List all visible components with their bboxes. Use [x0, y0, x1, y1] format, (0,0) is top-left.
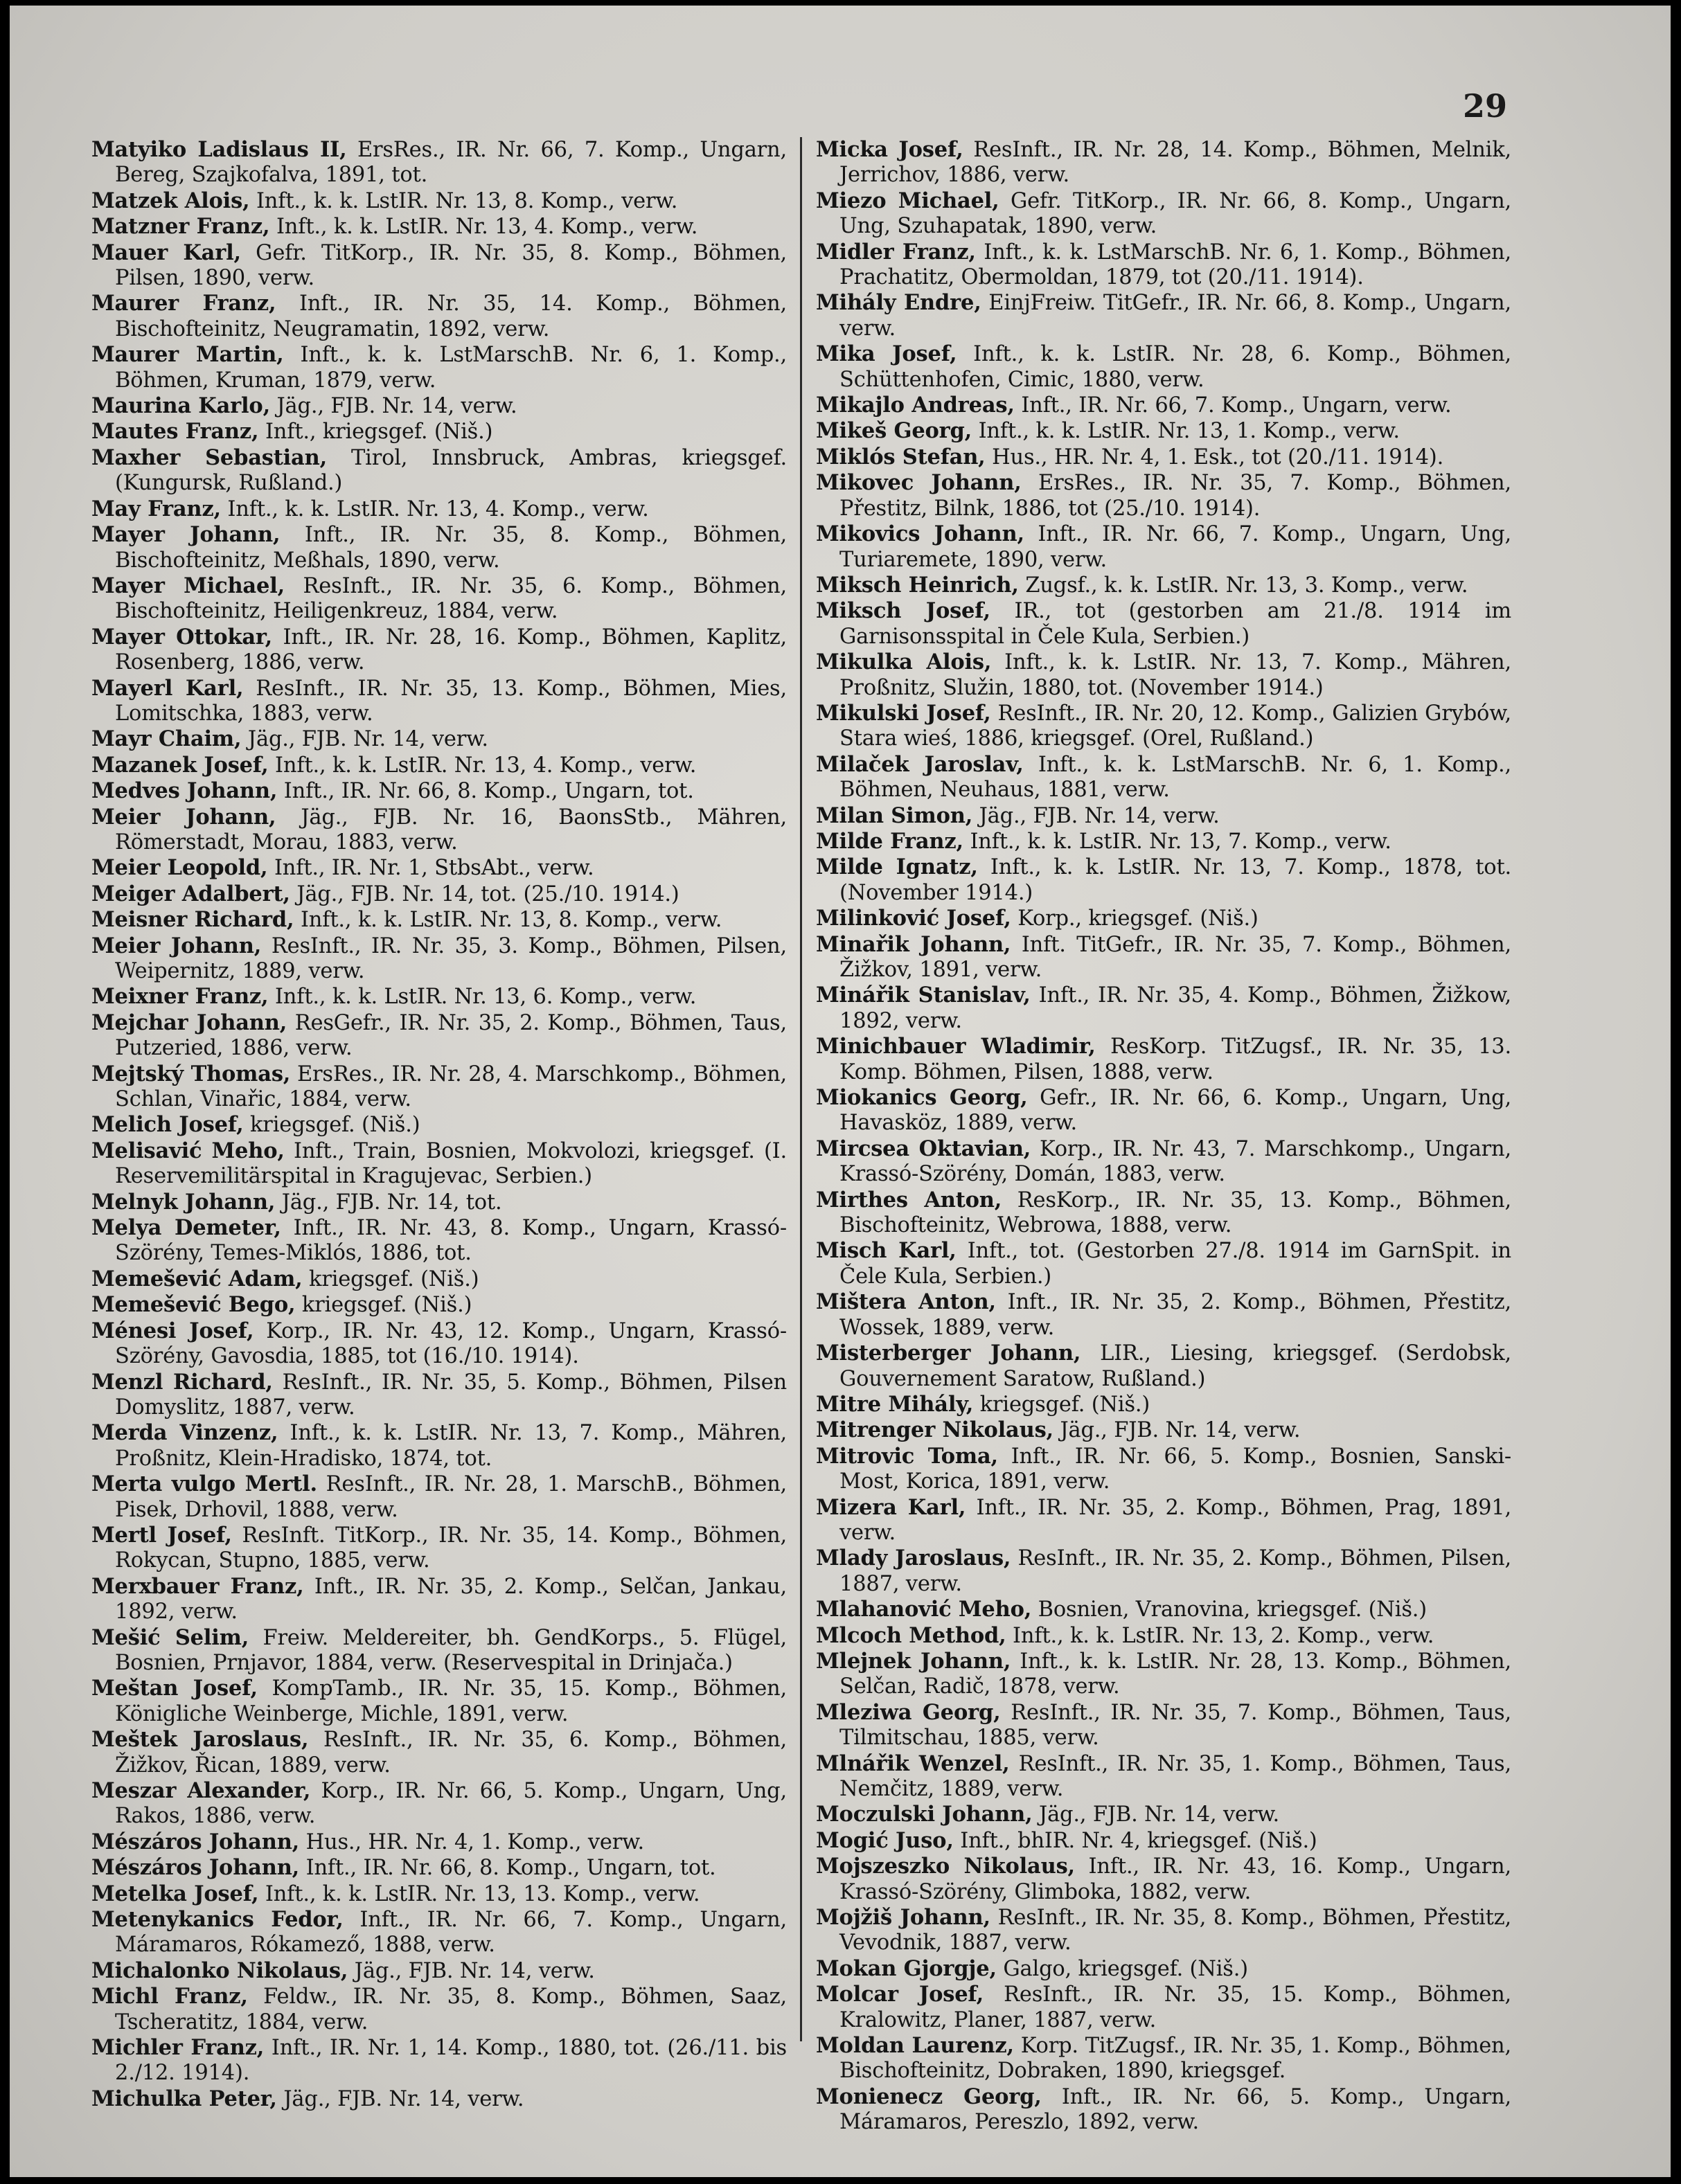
- entry-details: Gefr., IR. Nr. 66, 6. Komp., Ungarn, Ung, Havasköz, 1889, verw.: [839, 1086, 1511, 1136]
- entry-details: Korp., IR. Nr. 66, 5. Komp., Ungarn, Ung, Rakos, 1886, verw.: [115, 1779, 787, 1829]
- entry-details: Korp., IR. Nr. 43, 7. Marschkomp., Ungarn, Krassó-Szörény, Domán, 1883, verw.: [839, 1136, 1511, 1187]
- entry-details: Inft., k. k. LstIR. Nr. 28, 13. Komp., Böhmen, Selčan, Radič, 1878, verw.: [839, 1649, 1511, 1699]
- entry-details: Bosnien, Vranovina, kriegsgef. (Niš.): [1031, 1597, 1427, 1622]
- register-entry: [816, 1136, 1511, 1188]
- entry-name: Meisner Richard,: [91, 907, 294, 933]
- entry-details: kriegsgef. (Niš.): [243, 1113, 420, 1138]
- entry-name: Misterberger Johann,: [816, 1341, 1081, 1366]
- register-entry: [816, 803, 1511, 829]
- entry-details: Inft., IR. Nr. 35, 8. Komp., Böhmen, Bischofteinitz, Meßhals, 1890, verw.: [115, 523, 787, 573]
- register-entry: [91, 188, 787, 214]
- entry-name: Midler Franz,: [816, 239, 976, 265]
- register-entry: [91, 240, 787, 292]
- entry-details: Inft., k. k. LstIR. Nr. 13, 4. Komp., verw.: [268, 753, 697, 778]
- register-entry: [91, 393, 787, 419]
- entry-name: Michulka Peter,: [91, 2086, 277, 2111]
- entry-details: Galgo, kriegsgef. (Niš.): [996, 1956, 1248, 1981]
- register-entry: [816, 650, 1511, 701]
- entry-name: Mayer Michael,: [91, 573, 285, 598]
- entry-details: Inft., IR. Nr. 1, 14. Komp., 1880, tot. (26./11. bis 2./12. 1914).: [115, 2036, 787, 2086]
- register-entry: [91, 1727, 787, 1778]
- entry-details: ResInft., IR. Nr. 35, 15. Komp., Böhmen, Kralowitz, Planer, 1887, verw.: [839, 1982, 1512, 2032]
- entry-details: Inft., IR. Nr. 35, 4. Komp., Böhmen, Žižkow, 1892, verw.: [839, 983, 1511, 1033]
- entry-details: ResInft., IR. Nr. 35, 5. Komp., Böhmen, Pilsen Domyslitz, 1887, verw.: [115, 1370, 787, 1420]
- entry-details: Inft., IR. Nr. 35, 2. Komp., Selčan, Jankau, 1892, verw.: [115, 1574, 787, 1624]
- left-column: [91, 137, 787, 2112]
- register-entry: [816, 137, 1511, 188]
- entry-details: Korp. TitZugsf., IR. Nr. 35, 1. Komp., Böhmen, Bischofteinitz, Dobraken, 1890, kriegsgef.: [839, 2034, 1511, 2084]
- entry-name: Meštan Josef,: [91, 1676, 258, 1701]
- entry-name: Misch Karl,: [816, 1238, 957, 1264]
- entry-name: Mlahanović Meho,: [816, 1597, 1032, 1622]
- entry-details: Tirol, Innsbruck, Ambras, kriegsgef. (Kungursk, Rußland.): [115, 445, 787, 496]
- entry-name: Mika Josef,: [816, 341, 957, 367]
- entry-details: Inft., IR. Nr. 35, 14. Komp., Böhmen, Bischofteinitz, Neugramatin, 1892, verw.: [115, 292, 787, 341]
- entry-name: Michalonko Nikolaus,: [91, 1958, 348, 1983]
- register-entry: [91, 2035, 787, 2086]
- entry-name: Mešić Selim,: [91, 1624, 249, 1650]
- entry-details: Inft., IR. Nr. 28, 16. Komp., Böhmen, Kaplitz, Rosenberg, 1886, verw.: [115, 625, 787, 675]
- register-entry: [816, 1623, 1511, 1649]
- register-entry: [816, 1802, 1511, 1827]
- register-entry: [91, 1112, 787, 1138]
- register-entry: [91, 933, 787, 985]
- entry-details: Inft., k. k. LstIR. Nr. 13, 13. Komp., verw.: [258, 1881, 700, 1906]
- register-entry: [91, 726, 787, 752]
- entry-name: Mizera Karl,: [816, 1494, 966, 1520]
- entry-name: Maurina Karlo,: [91, 393, 270, 419]
- entry-name: Mikulski Josef,: [816, 700, 991, 726]
- entry-name: Mayer Johann,: [91, 522, 281, 548]
- entry-name: Meszar Alexander,: [91, 1778, 311, 1803]
- entry-name: Moldan Laurenz,: [816, 2033, 1014, 2059]
- register-entry: [91, 1676, 787, 1727]
- register-entry: [816, 1392, 1511, 1417]
- register-entry: [91, 855, 787, 881]
- entry-details: Zugsf., k. k. LstIR. Nr. 13, 3. Komp., verw.: [1018, 573, 1468, 598]
- entry-details: Gefr. TitKorp., IR. Nr. 35, 8. Komp., Böhmen, Pilsen, 1890, verw.: [115, 240, 788, 291]
- register-entry: [816, 521, 1511, 573]
- register-entry: [91, 1907, 787, 1958]
- entry-name: Mojszeszko Nikolaus,: [816, 1854, 1075, 1879]
- entry-details: ResKorp. TitZugsf., IR. Nr. 35, 13. Komp. Böhmen, Pilsen, 1888, verw.: [839, 1035, 1511, 1084]
- register-entry: [91, 881, 787, 907]
- entry-name: Miksch Josef,: [816, 598, 990, 624]
- register-entry: [816, 1444, 1511, 1495]
- register-entry: [816, 1238, 1511, 1289]
- entry-name: Mayerl Karl,: [91, 675, 244, 701]
- register-entry: [91, 496, 787, 522]
- entry-name: Mikovics Johann,: [816, 521, 1024, 547]
- entry-name: Mlcoch Method,: [816, 1622, 1006, 1648]
- register-entry: [91, 625, 787, 676]
- register-entry: [816, 752, 1511, 803]
- register-entry: [816, 445, 1511, 470]
- register-entry: [816, 906, 1511, 931]
- entry-details: Inft., k. k. LstMarschB. Nr. 6, 1. Komp., Böhmen, Kruman, 1879, verw.: [115, 343, 788, 393]
- entry-name: Merxbauer Franz,: [91, 1573, 304, 1599]
- entry-name: Milan Simon,: [816, 803, 973, 828]
- entry-name: Mertl Josef,: [91, 1522, 232, 1548]
- entry-details: Inft., tot. (Gestorben 27./8. 1914 im GarnSpit. in Čele Kula, Serbien.): [839, 1239, 1511, 1289]
- entry-name: Milde Ignatz,: [816, 854, 978, 880]
- entry-name: Melya Demeter,: [91, 1215, 281, 1241]
- register-entry: [91, 753, 787, 778]
- register-entry: [91, 984, 787, 1010]
- entry-name: Matzek Alois,: [91, 188, 250, 213]
- entry-details: Jäg., FJB. Nr. 14, verw.: [348, 1958, 595, 1983]
- entry-name: Mlejnek Johann,: [816, 1648, 1011, 1674]
- entry-name: Mlnářik Wenzel,: [816, 1751, 1010, 1776]
- entry-details: Inft. TitGefr., IR. Nr. 35, 7. Komp., Böhmen, Žižkov, 1891, verw.: [839, 932, 1511, 982]
- entry-name: Milde Franz,: [816, 828, 963, 854]
- entry-details: Inft., k. k. LstIR. Nr. 13, 2. Komp., verw.: [1006, 1623, 1434, 1648]
- register-entry: [816, 290, 1511, 341]
- entry-name: Miezo Michael,: [816, 188, 999, 213]
- entry-details: Gefr. TitKorp., IR. Nr. 66, 8. Komp., Ungarn, Ung, Szuhapatak, 1890, verw.: [839, 188, 1512, 239]
- entry-name: Maurer Martin,: [91, 342, 284, 368]
- entry-name: Minařik Johann,: [816, 931, 1011, 957]
- entry-details: Inft., IR. Nr. 66, 7. Komp., Ungarn, verw.: [1014, 393, 1452, 418]
- register-entry: [91, 1215, 787, 1266]
- entry-details: ResGefr., IR. Nr. 35, 2. Komp., Böhmen, Taus, Putzeried, 1886, verw.: [115, 1010, 787, 1061]
- register-entry: [91, 214, 787, 240]
- register-entry: [816, 1085, 1511, 1136]
- register-entry: [816, 573, 1511, 598]
- register-entry: [816, 1597, 1511, 1622]
- entry-details: ResInft. TitKorp., IR. Nr. 35, 14. Komp., Böhmen, Rokycan, Stupno, 1885, verw.: [115, 1523, 787, 1573]
- entry-details: Inft., IR. Nr. 66, 8. Komp., Ungarn, tot.: [277, 779, 694, 804]
- entry-name: Molcar Josef,: [816, 1982, 984, 2007]
- entry-name: Mokan Gjorgje,: [816, 1955, 997, 1981]
- register-entry: [91, 522, 787, 573]
- entry-name: Meštek Jaroslaus,: [91, 1727, 309, 1753]
- register-entry: [91, 291, 787, 342]
- register-entry: [816, 854, 1511, 906]
- register-entry: [91, 573, 787, 625]
- entry-details: Inft., IR. Nr. 35, 2. Komp., Böhmen, Prag, 1891, verw.: [839, 1495, 1511, 1545]
- entry-details: ResInft., IR. Nr. 20, 12. Komp., Galizien Grybów, Stara wieś, 1886, kriegsgef. (Orel, Rußland.): [839, 701, 1511, 751]
- register-entry: [816, 1289, 1511, 1341]
- entry-details: ResInft., IR. Nr. 35, 1. Komp., Böhmen, Taus, Nemčitz, 1889, verw.: [839, 1751, 1512, 1801]
- entry-details: kriegsgef. (Niš.): [302, 1266, 479, 1291]
- entry-name: Mirthes Anton,: [816, 1187, 1002, 1212]
- entry-details: ErsRes., IR. Nr. 66, 7. Komp., Ungarn, Bereg, Szajkofalva, 1891, tot.: [115, 138, 787, 188]
- entry-name: Meixner Franz,: [91, 984, 269, 1010]
- entry-details: ResInft., IR. Nr. 35, 13. Komp., Böhmen, Mies, Lomitschka, 1883, verw.: [115, 676, 787, 726]
- entry-name: Metenykanics Fedor,: [91, 1907, 344, 1933]
- register-entry: [816, 1982, 1511, 2033]
- entry-details: Jäg., FJB. Nr. 14, verw.: [972, 803, 1220, 828]
- entry-name: Mauer Karl,: [91, 240, 241, 265]
- entry-details: Inft., k. k. LstIR. Nr. 13, 6. Komp., verw.: [268, 985, 697, 1010]
- entry-name: Maxher Sebastian,: [91, 445, 328, 470]
- register-entry: [816, 1417, 1511, 1443]
- entry-name: Medves Johann,: [91, 778, 278, 804]
- entry-details: ResInft., IR. Nr. 28, 14. Komp., Böhmen, Melnik, Jerrichov, 1886, verw.: [839, 138, 1511, 188]
- entry-details: ErsRes., IR. Nr. 28, 4. Marschkomp., Böhmen, Schlan, Vinařic, 1884, verw.: [115, 1062, 787, 1112]
- entry-details: Inft., IR. Nr. 1, StbsAbt., verw.: [267, 856, 594, 881]
- entry-name: Mircsea Oktavian,: [816, 1136, 1031, 1161]
- entry-details: ResInft., IR. Nr. 35, 2. Komp., Böhmen, Pilsen, 1887, verw.: [839, 1546, 1511, 1596]
- entry-name: Matyiko Ladislaus II,: [91, 137, 347, 162]
- entry-name: Micka Josef,: [816, 137, 963, 162]
- entry-details: Jäg., FJB. Nr. 14, tot. (25./10. 1914.): [290, 881, 679, 906]
- entry-details: ResInft., IR. Nr. 28, 1. MarschB., Böhmen, Pisek, Drhovil, 1888, verw.: [115, 1472, 788, 1522]
- entry-name: Mayr Chaim,: [91, 726, 242, 752]
- entry-details: Jäg., FJB. Nr. 14, verw.: [1032, 1802, 1280, 1827]
- register-entry: [816, 598, 1511, 650]
- register-entry: [91, 1984, 787, 2035]
- entry-name: Melich Josef,: [91, 1112, 244, 1138]
- scanned-page: [10, 6, 1671, 2177]
- register-entry: [91, 676, 787, 727]
- entry-name: Mejchar Johann,: [91, 1010, 287, 1035]
- register-entry: [816, 341, 1511, 393]
- entry-name: Michl Franz,: [91, 1984, 248, 2010]
- entry-details: ResKorp., IR. Nr. 35, 13. Komp., Böhmen, Bischofteinitz, Webrowa, 1888, verw.: [839, 1188, 1511, 1238]
- entry-name: Meier Leopold,: [91, 855, 268, 881]
- entry-name: Melisavić Meho,: [91, 1138, 285, 1163]
- entry-name: Mitre Mihály,: [816, 1391, 974, 1417]
- entry-details: Inft., k. k. LstIR. Nr. 13, 7. Komp., verw.: [963, 829, 1391, 854]
- entry-details: Inft., IR. Nr. 66, 7. Komp., Ungarn, Máramaros, Rókamező, 1888, verw.: [115, 1908, 787, 1958]
- register-entry: [816, 1854, 1511, 1905]
- entry-name: Mayer Ottokar,: [91, 624, 272, 650]
- register-entry: [816, 188, 1511, 240]
- entry-name: Mazanek Josef,: [91, 752, 269, 778]
- register-entry: [91, 1471, 787, 1523]
- entry-name: Menzl Richard,: [91, 1369, 273, 1395]
- entry-name: Mitrenger Nikolaus,: [816, 1417, 1053, 1443]
- register-entry: [816, 1495, 1511, 1546]
- register-entry: [91, 1855, 787, 1881]
- entry-details: Inft., k. k. LstIR. Nr. 13, 8. Komp., verw.: [249, 188, 678, 213]
- entry-name: Miokanics Georg,: [816, 1085, 1028, 1111]
- entry-details: Inft., k. k. LstMarschB. Nr. 6, 1. Komp., Böhmen, Neuhaus, 1881, verw.: [839, 752, 1511, 803]
- entry-name: Memešević Bego,: [91, 1292, 296, 1318]
- entry-details: Inft., IR. Nr. 43, 8. Komp., Ungarn, Krassó-Szörény, Temes-Miklós, 1886, tot.: [115, 1216, 787, 1266]
- entry-details: Inft., IR. Nr. 66, 7. Komp., Ungarn, Ung, Turiaremete, 1890, verw.: [839, 522, 1511, 572]
- entry-details: ErsRes., IR. Nr. 35, 7. Komp., Böhmen, Přestitz, Bilnk, 1886, tot (25./10. 1914).: [839, 471, 1512, 521]
- register-entry: [91, 1318, 787, 1370]
- entry-details: Freiw. Meldereiter, bh. GendKorps., 5. Flügel, Bosnien, Prnjavor, 1884, verw. (Reservespital in Drinjača.): [115, 1625, 787, 1675]
- register-entry: [816, 1700, 1511, 1751]
- entry-name: Mogić Juso,: [816, 1827, 954, 1853]
- entry-details: Inft., k. k. LstIR. Nr. 13, 4. Komp., verw.: [269, 215, 698, 240]
- entry-name: Matzner Franz,: [91, 214, 270, 240]
- entry-details: Inft., k. k. LstIR. Nr. 13, 4. Komp., verw.: [220, 496, 649, 521]
- entry-name: Mészáros Johann,: [91, 1855, 300, 1881]
- entry-details: EinjFreiw. TitGefr., IR. Nr. 66, 8. Komp., Ungarn, verw.: [839, 291, 1511, 341]
- register-entry: [91, 137, 787, 188]
- entry-name: Melnyk Johann,: [91, 1189, 276, 1215]
- entry-details: Jäg., FJB. Nr. 16, BaonsStb., Mähren, Römerstadt, Morau, 1883, verw.: [115, 805, 787, 854]
- entry-details: LIR., Liesing, kriegsgef. (Serdobsk, Gouvernement Saratow, Rußland.): [839, 1341, 1511, 1391]
- entry-details: Inft., k. k. LstIR. Nr. 13, 8. Komp., verw.: [294, 908, 722, 933]
- entry-details: kriegsgef. (Niš.): [973, 1392, 1150, 1417]
- entry-name: Mojžiš Johann,: [816, 1905, 990, 1931]
- entry-name: Metelka Josef,: [91, 1881, 259, 1906]
- register-entry: [816, 1649, 1511, 1700]
- entry-name: Mautes Franz,: [91, 419, 259, 445]
- entry-name: Mihály Endre,: [816, 290, 981, 316]
- entry-details: IR., tot (gestorben am 21./8. 1914 im Garnisonsspital in Čele Kula, Serbien.): [839, 599, 1511, 649]
- entry-name: Monienecz Georg,: [816, 2084, 1042, 2109]
- entry-name: Meier Johann,: [91, 933, 262, 958]
- register-entry: [816, 1828, 1511, 1854]
- entry-details: Inft., k. k. LstIR. Nr. 13, 7. Komp., 1878, tot. (November 1914.): [839, 855, 1511, 905]
- entry-details: KompTamb., IR. Nr. 35, 15. Komp., Böhmen, Königliche Weinberge, Michle, 1891, verw.: [115, 1676, 787, 1726]
- entry-details: Hus., HR. Nr. 4, 1. Komp., verw.: [299, 1829, 644, 1854]
- register-entry: [91, 907, 787, 933]
- entry-details: Inft., k. k. LstIR. Nr. 28, 6. Komp., Böhmen, Schüttenhofen, Cimic, 1880, verw.: [839, 342, 1511, 392]
- entry-details: Jäg., FJB. Nr. 14, verw.: [1053, 1418, 1301, 1443]
- register-entry: [816, 829, 1511, 854]
- entry-details: Feldw., IR. Nr. 35, 8. Komp., Böhmen, Saaz, Tscheratitz, 1884, verw.: [115, 1985, 787, 2034]
- entry-name: Michler Franz,: [91, 2035, 265, 2061]
- entry-name: Miksch Heinrich,: [816, 572, 1019, 598]
- register-entry: [91, 1958, 787, 1984]
- register-entry: [816, 1034, 1511, 1085]
- entry-name: Mejtský Thomas,: [91, 1061, 291, 1086]
- entry-name: Merta vulgo Mertl.: [91, 1471, 317, 1497]
- entry-details: Inft., IR. Nr. 66, 8. Komp., Ungarn, tot.: [299, 1856, 716, 1881]
- entry-details: kriegsgef. (Niš.): [295, 1293, 472, 1318]
- entry-name: Mikajlo Andreas,: [816, 393, 1015, 418]
- register-entry: [91, 1625, 787, 1676]
- entry-details: ResInft., IR. Nr. 35, 8. Komp., Böhmen, Přestitz, Vevodnik, 1887, verw.: [839, 1906, 1511, 1955]
- entry-name: Mištera Anton,: [816, 1289, 996, 1315]
- page-number: 29: [1462, 87, 1507, 125]
- entry-details: ResInft., IR. Nr. 35, 3. Komp., Böhmen, Pilsen, Weipernitz, 1889, verw.: [115, 933, 787, 983]
- entry-details: Inft., k. k. LstIR. Nr. 13, 7. Komp., Mähren, Proßnitz, Klein-Hradisko, 1874, tot.: [115, 1421, 787, 1471]
- register-entry: [816, 240, 1511, 291]
- register-entry: [91, 1778, 787, 1829]
- entry-details: Inft., k. k. LstIR. Nr. 13, 7. Komp., Mähren, Proßnitz, Služin, 1880, tot. (November 1914.): [839, 650, 1511, 700]
- register-entry: [91, 778, 787, 804]
- register-entry: [816, 701, 1511, 752]
- register-entry: [816, 1751, 1511, 1802]
- entry-details: ResInft., IR. Nr. 35, 6. Komp., Böhmen, Žižkov, Řican, 1889, verw.: [115, 1728, 787, 1778]
- column-divider: [800, 137, 802, 2041]
- entry-name: Mleziwa Georg,: [816, 1699, 1001, 1725]
- entry-details: ResInft., IR. Nr. 35, 7. Komp., Böhmen, Taus, Tilmitschau, 1885, verw.: [839, 1700, 1512, 1751]
- register-entry: [816, 470, 1511, 521]
- register-entry: [91, 419, 787, 445]
- register-entry: [816, 1546, 1511, 1597]
- right-column: [816, 137, 1511, 2136]
- entry-details: Jäg., FJB. Nr. 14, tot.: [275, 1190, 502, 1215]
- entry-details: Inft., kriegsgef. (Niš.): [258, 420, 493, 445]
- register-entry: [91, 1829, 787, 1855]
- register-entry: [816, 418, 1511, 444]
- register-entry: [91, 1062, 787, 1113]
- register-entry: [91, 2086, 787, 2112]
- entry-details: Korp., kriegsgef. (Niš.): [1011, 906, 1258, 931]
- entry-details: Inft., IR. Nr. 66, 5. Komp., Bosnien, Sanski-Most, Korica, 1891, verw.: [839, 1444, 1511, 1494]
- entry-name: Merda Vinzenz,: [91, 1420, 278, 1446]
- register-entry: [91, 1010, 787, 1062]
- register-entry: [816, 1341, 1511, 1392]
- entry-name: Milaček Jaroslav,: [816, 751, 1024, 777]
- register-entry: [91, 1138, 787, 1190]
- entry-name: Moczulski Johann,: [816, 1802, 1033, 1827]
- register-entry: [816, 983, 1511, 1034]
- entry-name: Meier Johann,: [91, 804, 276, 830]
- register-entry: [91, 1266, 787, 1292]
- entry-details: Jäg., FJB. Nr. 14, verw.: [241, 727, 488, 752]
- register-entry: [91, 1370, 787, 1421]
- entry-details: Korp., IR. Nr. 43, 12. Komp., Ungarn, Krassó-Szörény, Gavosdia, 1885, tot (16./10. 1914).: [115, 1318, 787, 1369]
- entry-details: Inft., IR. Nr. 35, 2. Komp., Böhmen, Přestitz, Wossek, 1889, verw.: [839, 1290, 1511, 1340]
- entry-details: Hus., HR. Nr. 4, 1. Esk., tot (20./11. 1914).: [985, 445, 1444, 469]
- register-entry: [91, 342, 787, 393]
- register-entry: [816, 932, 1511, 983]
- entry-name: Mészáros Johann,: [91, 1829, 300, 1854]
- entry-name: Mitrovic Toma,: [816, 1443, 998, 1469]
- register-entry: [91, 805, 787, 856]
- register-entry: [91, 445, 787, 496]
- register-entry: [816, 1956, 1511, 1982]
- register-entry: [91, 1881, 787, 1907]
- entry-name: Memešević Adam,: [91, 1266, 303, 1291]
- entry-details: Inft., k. k. LstIR. Nr. 13, 1. Komp., verw.: [972, 419, 1400, 444]
- register-entry: [91, 1420, 787, 1471]
- entry-details: Inft., IR. Nr. 66, 5. Komp., Ungarn, Máramaros, Pereszlo, 1892, verw.: [839, 2084, 1511, 2135]
- entry-name: Minichbauer Wladimir,: [816, 1034, 1096, 1059]
- entry-details: Jäg., FJB. Nr. 14, verw.: [270, 394, 517, 419]
- entry-details: Inft., Train, Bosnien, Mokvolozi, kriegsgef. (I. Reservemilitärspital in Kragujevac, Serbien.): [115, 1138, 787, 1189]
- entry-details: Inft., k. k. LstMarschB. Nr. 6, 1. Komp., Böhmen, Prachatitz, Obermoldan, 1879, tot (20./11. 1914).: [839, 240, 1511, 290]
- register-entry: [91, 1574, 787, 1625]
- register-entry: [91, 1190, 787, 1215]
- entry-name: May Franz,: [91, 496, 221, 521]
- entry-details: ResInft., IR. Nr. 35, 6. Komp., Böhmen, Bischofteinitz, Heiligenkreuz, 1884, verw.: [115, 573, 787, 624]
- register-entry: [816, 393, 1511, 418]
- register-entry: [91, 1523, 787, 1574]
- entry-name: Mikovec Johann,: [816, 470, 1022, 496]
- entry-name: Milinković Josef,: [816, 906, 1011, 931]
- register-entry: [816, 2033, 1511, 2084]
- register-entry: [91, 1292, 787, 1318]
- entry-name: Mikeš Georg,: [816, 418, 972, 444]
- entry-name: Meiger Adalbert,: [91, 881, 290, 906]
- entry-name: Ménesi Josef,: [91, 1318, 254, 1343]
- entry-name: Mlady Jaroslaus,: [816, 1546, 1011, 1571]
- entry-details: Inft., bhIR. Nr. 4, kriegsgef. (Niš.): [953, 1828, 1317, 1853]
- entry-details: Inft., IR. Nr. 43, 16. Komp., Ungarn, Krassó-Szörény, Glimboka, 1882, verw.: [839, 1854, 1511, 1904]
- entry-name: Miklós Stefan,: [816, 444, 986, 469]
- register-entry: [816, 1188, 1511, 1239]
- entry-name: Maurer Franz,: [91, 291, 276, 316]
- entry-details: Jäg., FJB. Nr. 14, verw.: [276, 2086, 524, 2111]
- entry-name: Mikulka Alois,: [816, 650, 992, 675]
- register-entry: [816, 2084, 1511, 2136]
- register-entry: [816, 1905, 1511, 1956]
- entry-name: Minářik Stanislav,: [816, 983, 1031, 1008]
